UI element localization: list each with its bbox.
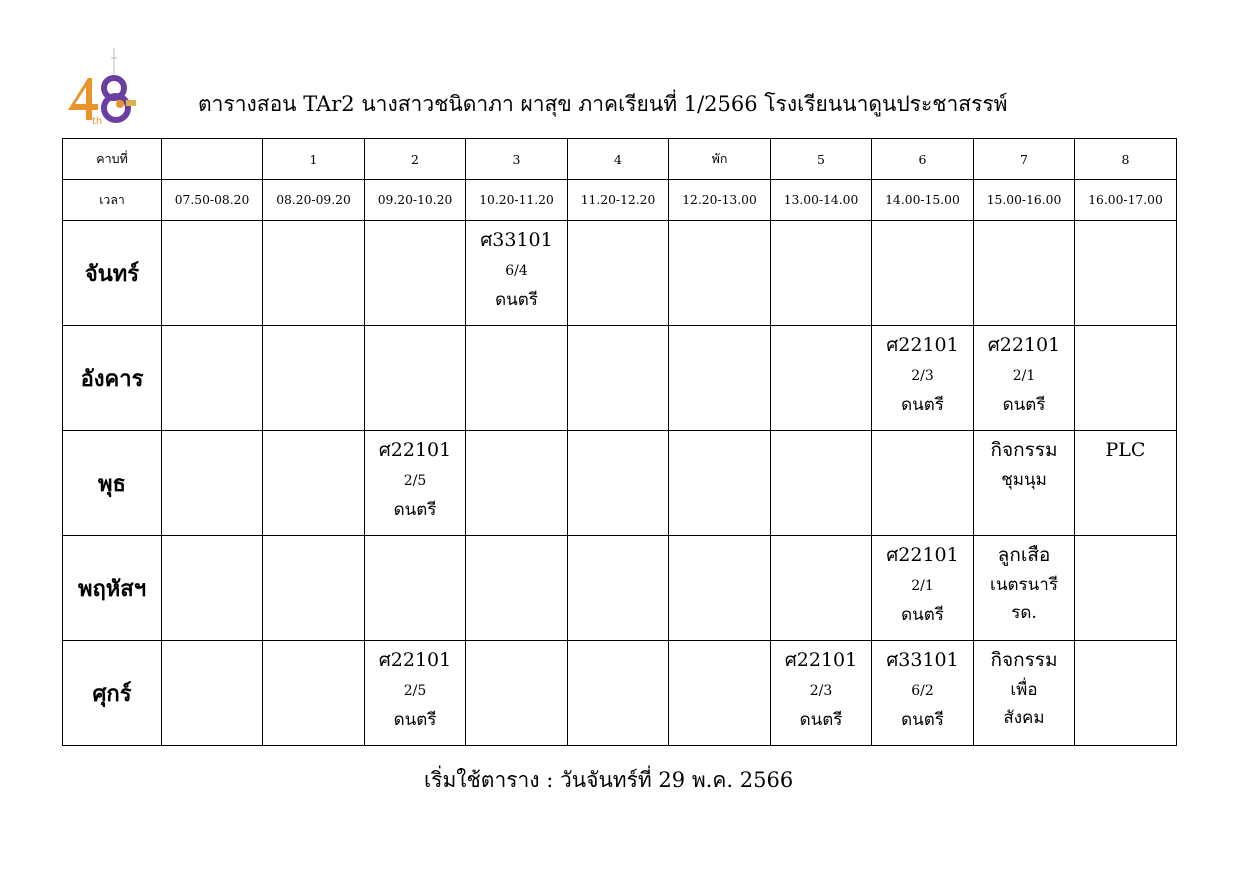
period-number-cell: 1 xyxy=(263,139,365,180)
class-entry-line: ลูกเสือ xyxy=(997,544,1051,566)
schedule-cell xyxy=(771,431,872,536)
time-slot-cell: 13.00-14.00 xyxy=(771,180,872,221)
class-entry-line: ศ33101 xyxy=(480,229,553,251)
time-slot-cell: 07.50-08.20 xyxy=(162,180,263,221)
schedule-cell xyxy=(162,221,263,326)
day-name: จันทร์ xyxy=(63,221,162,326)
class-entry-line: เนตรนารี xyxy=(990,575,1058,595)
period-number-cell: 8 xyxy=(1075,139,1177,180)
schedule-cell xyxy=(365,536,466,641)
schedule-cell xyxy=(466,431,568,536)
schedule-cell xyxy=(1075,536,1177,641)
class-entry-line: รด. xyxy=(1011,603,1037,623)
schedule-cell xyxy=(872,431,974,536)
day-name: พฤหัสฯ xyxy=(63,536,162,641)
class-entry-line: ศ33101 xyxy=(886,649,959,671)
time-label: เวลา xyxy=(63,180,162,221)
class-entry-line: ดนตรี xyxy=(1002,395,1046,415)
period-number-cell: 2 xyxy=(365,139,466,180)
class-entry-line: ศ22101 xyxy=(378,439,452,461)
schedule-cell xyxy=(669,326,771,431)
class-entry-line: 6/2 xyxy=(911,683,934,699)
class-entry-line: ศ22101 xyxy=(784,649,858,671)
class-entry-line: กิจกรรม xyxy=(990,649,1058,671)
class-entry-line: กิจกรรม xyxy=(990,439,1058,461)
class-entry-line: ศ22101 xyxy=(886,334,959,356)
schedule-cell xyxy=(568,221,669,326)
class-entry-line: ศ22101 xyxy=(886,544,959,566)
schedule-cell xyxy=(872,326,974,431)
class-entry-line: 2/5 xyxy=(403,473,427,489)
day-row xyxy=(63,326,1177,431)
schedule-cell xyxy=(669,431,771,536)
class-entry-line: เพื่อ xyxy=(1010,680,1038,700)
schedule-cell xyxy=(365,641,466,746)
time-row xyxy=(63,180,1177,221)
time-slot-cell: 09.20-10.20 xyxy=(365,180,466,221)
class-entry-line: 2/1 xyxy=(1012,368,1036,384)
schedule-cell xyxy=(466,641,568,746)
time-slot-cell: 16.00-17.00 xyxy=(1075,180,1177,221)
schedule-cell xyxy=(263,326,365,431)
class-entry-line: ดนตรี xyxy=(799,710,843,730)
class-entry-line: ดนตรี xyxy=(495,290,538,310)
period-header-row xyxy=(63,139,1177,180)
day-row xyxy=(63,641,1177,746)
schedule-cell xyxy=(263,431,365,536)
class-entry-line: ศ22101 xyxy=(378,649,452,671)
page-title: ตารางสอน TAr2 นางสาวชนิดาภา ผาสุข ภาคเรียนที่ 1/2566 โรงเรียนนาดูนประชาสรรพ์ xyxy=(198,92,1008,116)
schedule-cell xyxy=(263,536,365,641)
schedule-cell xyxy=(669,221,771,326)
class-entry-line: 2/1 xyxy=(911,578,934,594)
period-number-cell: พัก xyxy=(669,139,771,180)
time-slot-cell: 14.00-15.00 xyxy=(872,180,974,221)
schedule-cell xyxy=(263,641,365,746)
time-slot-cell: 10.20-11.20 xyxy=(466,180,568,221)
class-entry-line: ดนตรี xyxy=(901,395,944,415)
schedule-cell xyxy=(974,431,1075,536)
schedule-cell xyxy=(365,431,466,536)
time-slot-cell: 11.20-12.20 xyxy=(568,180,669,221)
class-entry-line: ดนตรี xyxy=(393,500,437,520)
class-entry-line: ชุมนุม xyxy=(1001,470,1047,490)
class-entry-line: PLC xyxy=(1105,439,1146,461)
schedule-cell xyxy=(771,326,872,431)
day-name: อังคาร xyxy=(63,326,162,431)
schedule-cell xyxy=(1075,326,1177,431)
schedule-cell xyxy=(872,221,974,326)
class-entry-line: 2/5 xyxy=(403,683,427,699)
class-entry-line: ดนตรี xyxy=(901,710,944,730)
schedule-cell xyxy=(872,641,974,746)
period-number-cell: 5 xyxy=(771,139,872,180)
schedule-cell xyxy=(1075,221,1177,326)
schedule-cell xyxy=(466,221,568,326)
day-row xyxy=(63,221,1177,326)
class-entry-line: 2/3 xyxy=(809,683,833,699)
class-entry-line: สังคม xyxy=(1003,708,1045,728)
schedule-cell xyxy=(162,641,263,746)
schedule-cell xyxy=(568,326,669,431)
schedule-cell xyxy=(568,641,669,746)
schedule-cell xyxy=(771,641,872,746)
class-entry-line: ดนตรี xyxy=(393,710,437,730)
schedule-cell xyxy=(466,326,568,431)
schedule-cell xyxy=(872,536,974,641)
schedule-cell xyxy=(162,536,263,641)
schedule-cell xyxy=(162,326,263,431)
period-number-cell xyxy=(162,139,263,180)
schedule-cell xyxy=(974,536,1075,641)
class-entry-line: 2/3 xyxy=(911,368,934,384)
schedule-cell xyxy=(1075,431,1177,536)
class-entry-line: 6/4 xyxy=(505,263,528,279)
day-row xyxy=(63,536,1177,641)
schedule-cell xyxy=(771,536,872,641)
day-name: ศุกร์ xyxy=(63,641,162,746)
class-entry-line: ดนตรี xyxy=(901,605,944,625)
schedule-cell xyxy=(365,221,466,326)
schedule-cell xyxy=(263,221,365,326)
schedule-cell xyxy=(1075,641,1177,746)
start-date-note: เริ่มใช้ตาราง : วันจันทร์ที่ 29 พ.ค. 2566 xyxy=(424,768,794,792)
schedule-cell xyxy=(568,536,669,641)
school-48th-logo xyxy=(62,44,142,128)
time-slot-cell: 15.00-16.00 xyxy=(974,180,1075,221)
day-name: พุธ xyxy=(63,431,162,536)
schedule-cell xyxy=(771,221,872,326)
class-entry-line: ศ22101 xyxy=(987,334,1061,356)
schedule-cell xyxy=(365,326,466,431)
period-number-cell: 6 xyxy=(872,139,974,180)
schedule-cell xyxy=(669,536,771,641)
schedule-cell xyxy=(466,536,568,641)
timetable xyxy=(62,138,1177,746)
day-row xyxy=(63,431,1177,536)
time-slot-cell: 12.20-13.00 xyxy=(669,180,771,221)
schedule-cell xyxy=(162,431,263,536)
time-slot-cell: 08.20-09.20 xyxy=(263,180,365,221)
period-number-cell: 4 xyxy=(568,139,669,180)
schedule-cell xyxy=(974,221,1075,326)
schedule-cell xyxy=(974,326,1075,431)
schedule-cell xyxy=(568,431,669,536)
period-label: คาบที่ xyxy=(63,139,162,180)
schedule-cell xyxy=(974,641,1075,746)
period-number-cell: 7 xyxy=(974,139,1075,180)
schedule-cell xyxy=(669,641,771,746)
logo-suffix: th xyxy=(92,116,103,127)
period-number-cell: 3 xyxy=(466,139,568,180)
